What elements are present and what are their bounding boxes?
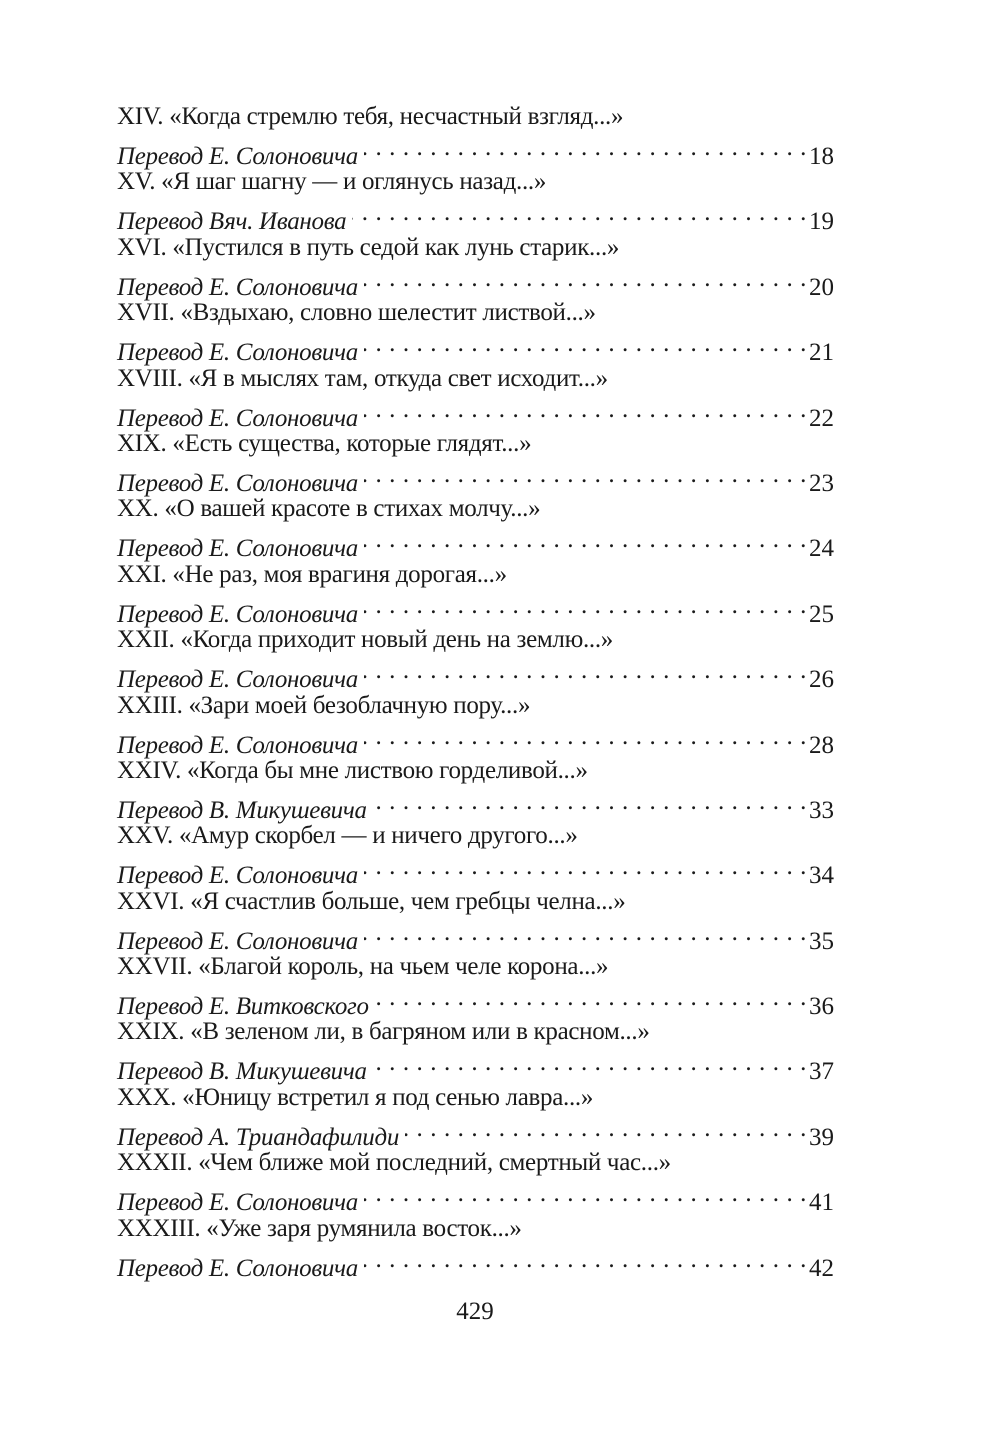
translator-credit: Перевод Е. Солоновича [117,1189,358,1217]
translator-credit: Перевод Е. Солоновича [117,143,358,170]
page-reference: 19 [809,208,834,236]
translator-line [117,721,834,759]
toc-entry [117,363,834,432]
translator-credit: Перевод Е. Солоновича [117,535,358,563]
page-number-folio: 429 [456,1298,494,1325]
translator-line [117,132,834,170]
poem-title: XVI. «Пустился в путь седой как лунь старик...» [117,233,620,261]
page-reference: 20 [809,273,834,301]
translator-line [117,1113,834,1151]
poem-title: XXI. «Не раз, моя врагиня дорогая...» [117,560,507,588]
page-reference: 42 [809,1254,834,1282]
translator-credit: Перевод Е. Солоновича [117,469,358,497]
translator-line [117,851,834,890]
page-reference: 22 [809,404,834,432]
page-reference: 35 [809,927,834,955]
translator-credit: Перевод Е. Солоновича [117,404,358,432]
dot-leader [364,524,807,556]
translator-credit: Перевод Е. Витковского [117,993,369,1021]
toc-entry [117,690,834,759]
toc-entry [117,493,834,563]
translator-line [117,786,834,824]
dot-leader [364,263,807,295]
dot-leader [364,328,807,360]
poem-title: XX. «О вашей красоте в стихах молчу...» [117,495,541,523]
page-reference: 37 [809,1058,834,1086]
poem-title: XXXIII. «Уже заря румянила восток...» [117,1214,522,1242]
dot-leader [364,851,807,883]
translator-line [117,1244,834,1282]
page-reference: 25 [809,600,834,628]
page-reference: 28 [809,731,834,759]
page-reference: 26 [809,666,834,694]
translator-line [117,459,834,497]
toc-entry [117,1082,834,1151]
page-reference: 33 [809,796,834,824]
translator-credit: Перевод В. Микушевича [117,796,367,824]
poem-title: XXX. «Юницу встретил я под сенью лавра...» [117,1083,594,1111]
dot-leader [352,197,807,229]
translator-credit: Перевод Е. Солоновича [117,273,358,301]
page-reference: 23 [809,469,834,497]
toc-entry [117,1016,834,1086]
dot-leader [364,1178,807,1210]
translator-credit: Перевод Е. Солоновича [117,339,358,367]
toc-entry [117,820,834,890]
dot-leader [405,1113,807,1145]
page-reference: 18 [809,143,834,170]
toc-entry [117,428,834,497]
translator-line [117,655,834,694]
toc-entry [117,624,834,694]
poem-title: XXII. «Когда приходит новый день на землю...» [117,626,613,654]
translator-credit: Перевод Е. Солоновича [117,862,358,890]
page-reference: 24 [809,535,834,563]
dot-leader [364,721,807,753]
dot-leader [364,917,807,949]
dot-leader [364,459,807,491]
translator-line [117,982,834,1021]
dot-leader [373,786,807,818]
poem-title: XXVII. «Благой король, на чьем челе корона...» [117,953,609,981]
toc-entry [117,1213,834,1282]
dot-leader [375,982,807,1014]
translator-line [117,590,834,628]
translator-line [117,524,834,563]
poem-title: XXXII. «Чем ближе мой последний, смертный час...» [117,1149,671,1177]
page-reference: 34 [809,862,834,890]
page-reference: 39 [809,1123,834,1151]
toc-entry [117,951,834,1021]
dot-leader [373,1047,807,1079]
translator-line [117,263,834,301]
translator-credit: Перевод Е. Солоновича [117,666,358,694]
translator-credit: Перевод В. Микушевича [117,1058,367,1086]
toc-entry [117,559,834,628]
poem-title: XVIII. «Я в мыслях там, откуда свет исходит...» [117,364,608,392]
page-reference: 36 [809,993,834,1021]
translator-line [117,328,834,367]
translator-credit: Перевод Е. Солоновича [117,731,358,759]
toc-entry [117,297,834,367]
toc-entry [117,101,834,170]
poem-title: XIV. «Когда стремлю тебя, несчастный взгляд...» [117,103,624,130]
poem-title: XVII. «Вздыхаю, словно шелестит листвой...» [117,299,596,327]
toc-entry [117,232,834,301]
table-of-contents [117,101,834,1282]
dot-leader [364,655,807,687]
dot-leader [364,590,807,622]
poem-title: XXIV. «Когда бы мне листвою горделивой...» [117,756,588,784]
poem-title: XXVI. «Я счастлив больше, чем гребцы челна...» [117,887,626,915]
toc-entry [117,886,834,955]
dot-leader [364,132,807,164]
toc-entry [117,1147,834,1217]
toc-entry [117,166,834,236]
translator-line [117,394,834,432]
translator-credit: Перевод Е. Солоновича [117,1254,358,1282]
poem-title: XXIX. «В зеленом ли, в багряном или в красном...» [117,1018,650,1046]
page-reference: 21 [809,339,834,367]
translator-credit: Перевод Вяч. Иванова [117,208,347,236]
translator-line [117,1178,834,1217]
toc-entry [117,755,834,824]
translator-line [117,917,834,955]
dot-leader [364,394,807,426]
page-reference: 41 [809,1189,834,1217]
translator-credit: Перевод Е. Солоновича [117,927,358,955]
poem-title: XV. «Я шаг шагну — и оглянусь назад...» [117,168,547,196]
translator-line [117,197,834,236]
poem-title: XIX. «Есть существа, которые глядят...» [117,429,532,457]
translator-credit: Перевод Е. Солоновича [117,600,358,628]
poem-title: XXIII. «Зари моей безоблачную пору...» [117,691,531,719]
dot-leader [364,1244,807,1276]
poem-title: XXV. «Амур скорбел — и ничего другого...» [117,822,578,850]
translator-line [117,1047,834,1086]
translator-credit: Перевод А. Триандафилиди [117,1123,400,1151]
